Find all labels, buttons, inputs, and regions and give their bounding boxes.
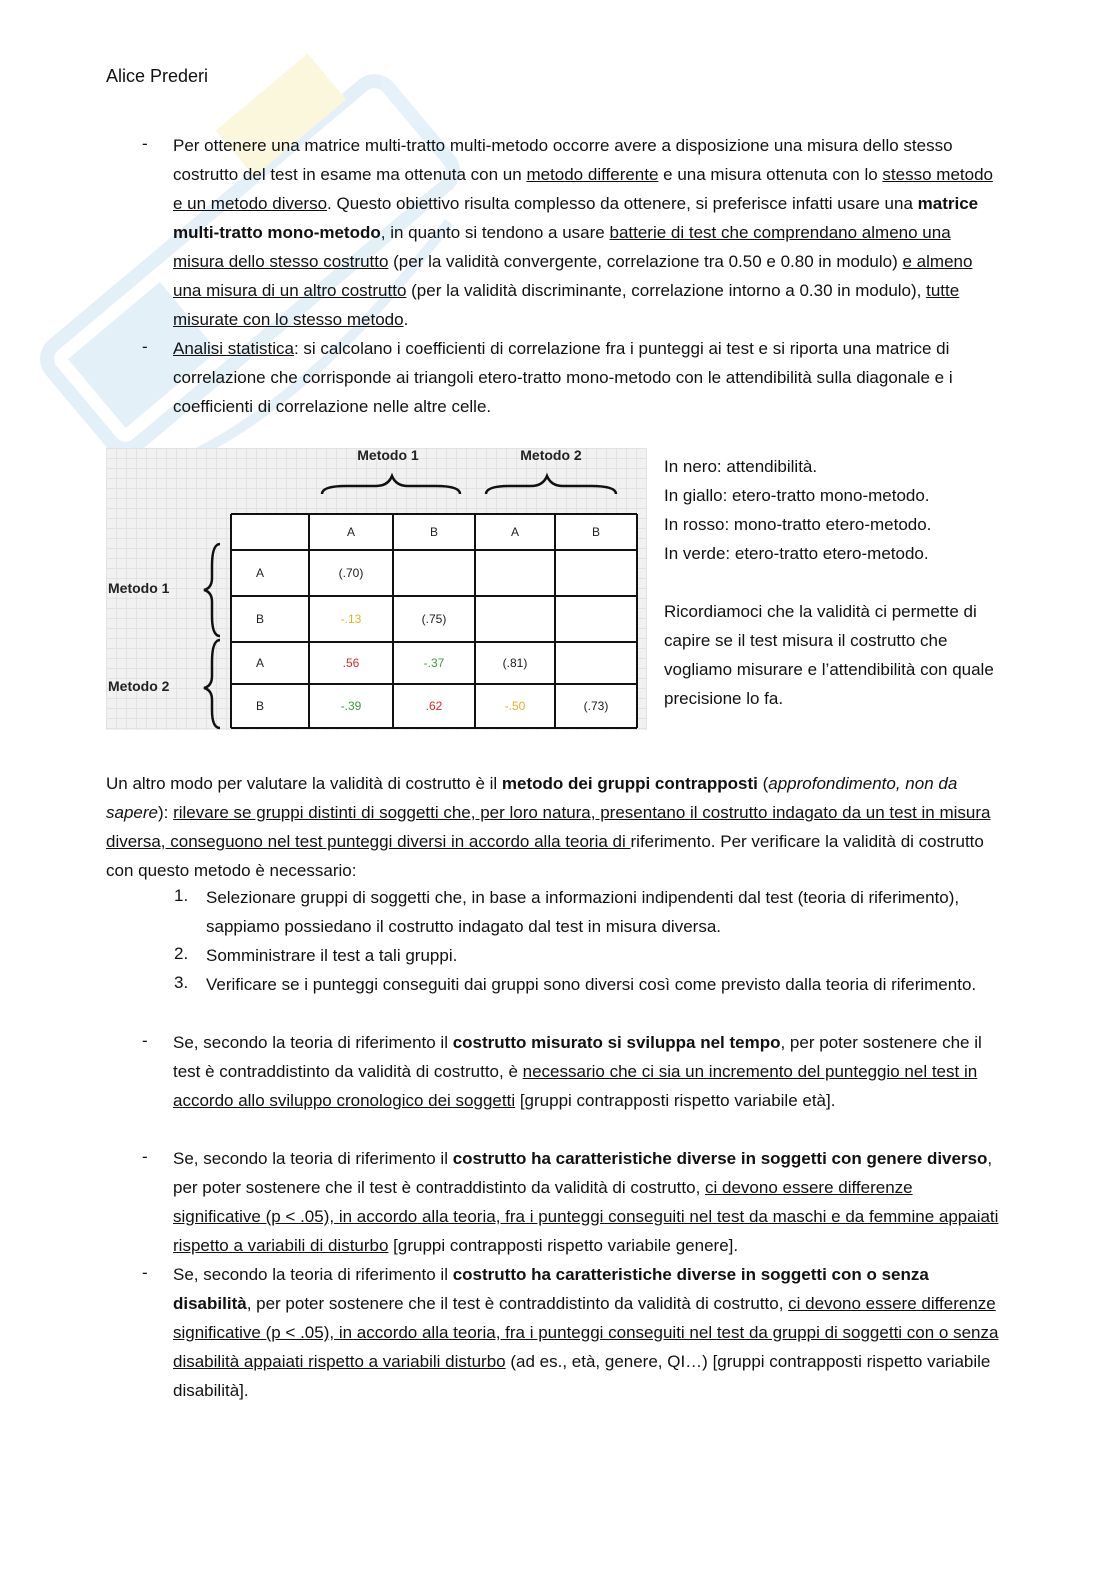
bullet-analisi-statistica: Analisi statistica: si calcolano i coefficienti di correlazione fra i punteggi ai test e si riporta una matrice di correlazione che corrisponde ai triangoli etero-tratto mono-metodo con le attendibilità sulla diagonale e i coefficienti di correlazione nelle altre celle.: [173, 339, 953, 416]
bullet-dash: -: [142, 1031, 148, 1050]
matrix-col-header: A: [346, 525, 356, 539]
matrix-legend: [664, 452, 1014, 713]
bullet-disabilita: Se, secondo la teoria di riferimento il costrutto ha caratteristiche diverse in soggetti con o senza disabilità, per poter sostenere che il test è contraddistinto da validità di costrutto, ci devono essere differenze significative (p < .05), in accordo alla teoria, fra i punteggi conseguiti nel test da gruppi di soggetti con o senza disabilità appaiati rispetto a variabili disturbo (ad es., età, genere, QI…) [gruppi contrapposti rispetto variabile disabilità].: [173, 1265, 999, 1400]
matrix-col-header: B: [591, 525, 601, 539]
step-number: 2.: [174, 944, 189, 963]
legend-black: In nero: attendibilità.: [664, 457, 818, 476]
col-group-label-1: Metodo 1: [357, 448, 419, 463]
matrix-cell-value: -.39: [340, 699, 362, 713]
legend-yellow: In giallo: etero-tratto mono-metodo.: [664, 486, 930, 505]
correlation-matrix-figure: [106, 448, 647, 730]
bullet-dash: -: [142, 134, 148, 153]
matrix-row-header: B: [255, 612, 265, 626]
col-group-label-2: Metodo 2: [520, 448, 582, 463]
bullet-dash: -: [142, 337, 148, 356]
step-number: 1.: [174, 886, 189, 905]
author-name: Alice Prederi: [106, 66, 209, 86]
matrix-cell-value: (.75): [421, 612, 447, 626]
row-group-label-2: Metodo 2: [108, 678, 170, 694]
bullet-sviluppo-tempo: Se, secondo la teoria di riferimento il costrutto misurato si sviluppa nel tempo, per poter sostenere che il test è contraddistinto da validità di costrutto, è necessario che ci sia un incremento del punteggio nel test in accordo allo sviluppo cronologico dei soggetti [gruppi contrapposti rispetto variabile età].: [173, 1033, 982, 1110]
brace-row-1: [204, 544, 220, 636]
matrix-cell-value: -.37: [423, 656, 445, 670]
bullet-multi-tratto: Per ottenere una matrice multi-tratto multi-metodo occorre avere a disposizione una misura dello stesso costrutto del test in esame ma ottenuta con un metodo differente e una misura ottenuta con lo stesso metodo e un metodo diverso. Questo obiettivo risulta complesso da ottenere, si preferisce infatti usare una matrice multi-tratto mono-metodo, in quanto si tendono a usare batterie di test che comprendano almeno una misura dello stesso costrutto (per la validità convergente, correlazione tra 0.50 e 0.80 in modulo) e almeno una misura di un altro costrutto (per la validità discriminante, correlazione intorno a 0.30 in modulo), tutte misurate con lo stesso metodo.: [173, 136, 993, 329]
matrix-cell-value: -.50: [504, 699, 526, 713]
step-text: Verificare se i punteggi conseguiti dai gruppi sono diversi così come previsto dalla teoria di riferimento.: [206, 975, 977, 994]
row-group-label-1: Metodo 1: [108, 580, 170, 596]
matrix-cell-value: (.81): [502, 656, 528, 670]
brace-row-2: [204, 640, 220, 728]
matrix-cell-value: .62: [425, 699, 443, 713]
matrix-cell-value: .56: [342, 656, 360, 670]
bullet-dash: -: [142, 1263, 148, 1282]
step-number: 3.: [174, 973, 189, 992]
matrix-cell-value: -.13: [340, 612, 362, 626]
bullet-dash: -: [142, 1147, 148, 1166]
matrix-row-header: A: [255, 566, 265, 580]
matrix-cell-value: (.73): [583, 699, 609, 713]
matrix-cell-value: (.70): [338, 566, 364, 580]
step-text: Selezionare gruppi di soggetti che, in base a informazioni indipendenti dal test (teoria di riferimento), sappiamo possiedano il costrutto indagato dal test in misura diversa.: [206, 888, 960, 936]
correlation-matrix-svg: [106, 448, 647, 730]
legend-note: Ricordiamoci che la validità ci permette di capire se il test misura il costrutto che vogliamo misurare e l’attendibilità con quale precisione lo fa.: [664, 602, 994, 708]
matrix-row-header: B: [255, 699, 265, 713]
legend-green: In verde: etero-tratto etero-metodo.: [664, 544, 929, 563]
matrix-row-header: A: [255, 656, 265, 670]
brace-col-1: [322, 476, 460, 494]
matrix-col-header: A: [510, 525, 520, 539]
brace-col-2: [486, 476, 616, 494]
paragraph-gruppi-contrapposti: Un altro modo per valutare la validità di costrutto è il metodo dei gruppi contrapposti (approfondimento, non da sapere): rilevare se gruppi distinti di soggetti che, per loro natura, presentano il costrutto indagato da un test in misura diversa, conseguono nel test punteggi diversi in accordo alla teoria di riferimento. Per verificare la validità di costrutto con questo metodo è necessario:: [106, 774, 991, 880]
bullet-genere: Se, secondo la teoria di riferimento il costrutto ha caratteristiche diverse in soggetti con genere diverso, per poter sostenere che il test è contraddistinto da validità di costrutto, ci devono essere differenze significative (p < .05), in accordo alla teoria, fra i punteggi conseguiti nel test da maschi e da femmine appaiati rispetto a variabili di disturbo [gruppi contrapposti rispetto variabile genere].: [173, 1149, 999, 1255]
matrix-col-header: B: [429, 525, 439, 539]
step-text: Somministrare il test a tali gruppi.: [206, 946, 458, 965]
legend-red: In rosso: mono-tratto etero-metodo.: [664, 515, 932, 534]
